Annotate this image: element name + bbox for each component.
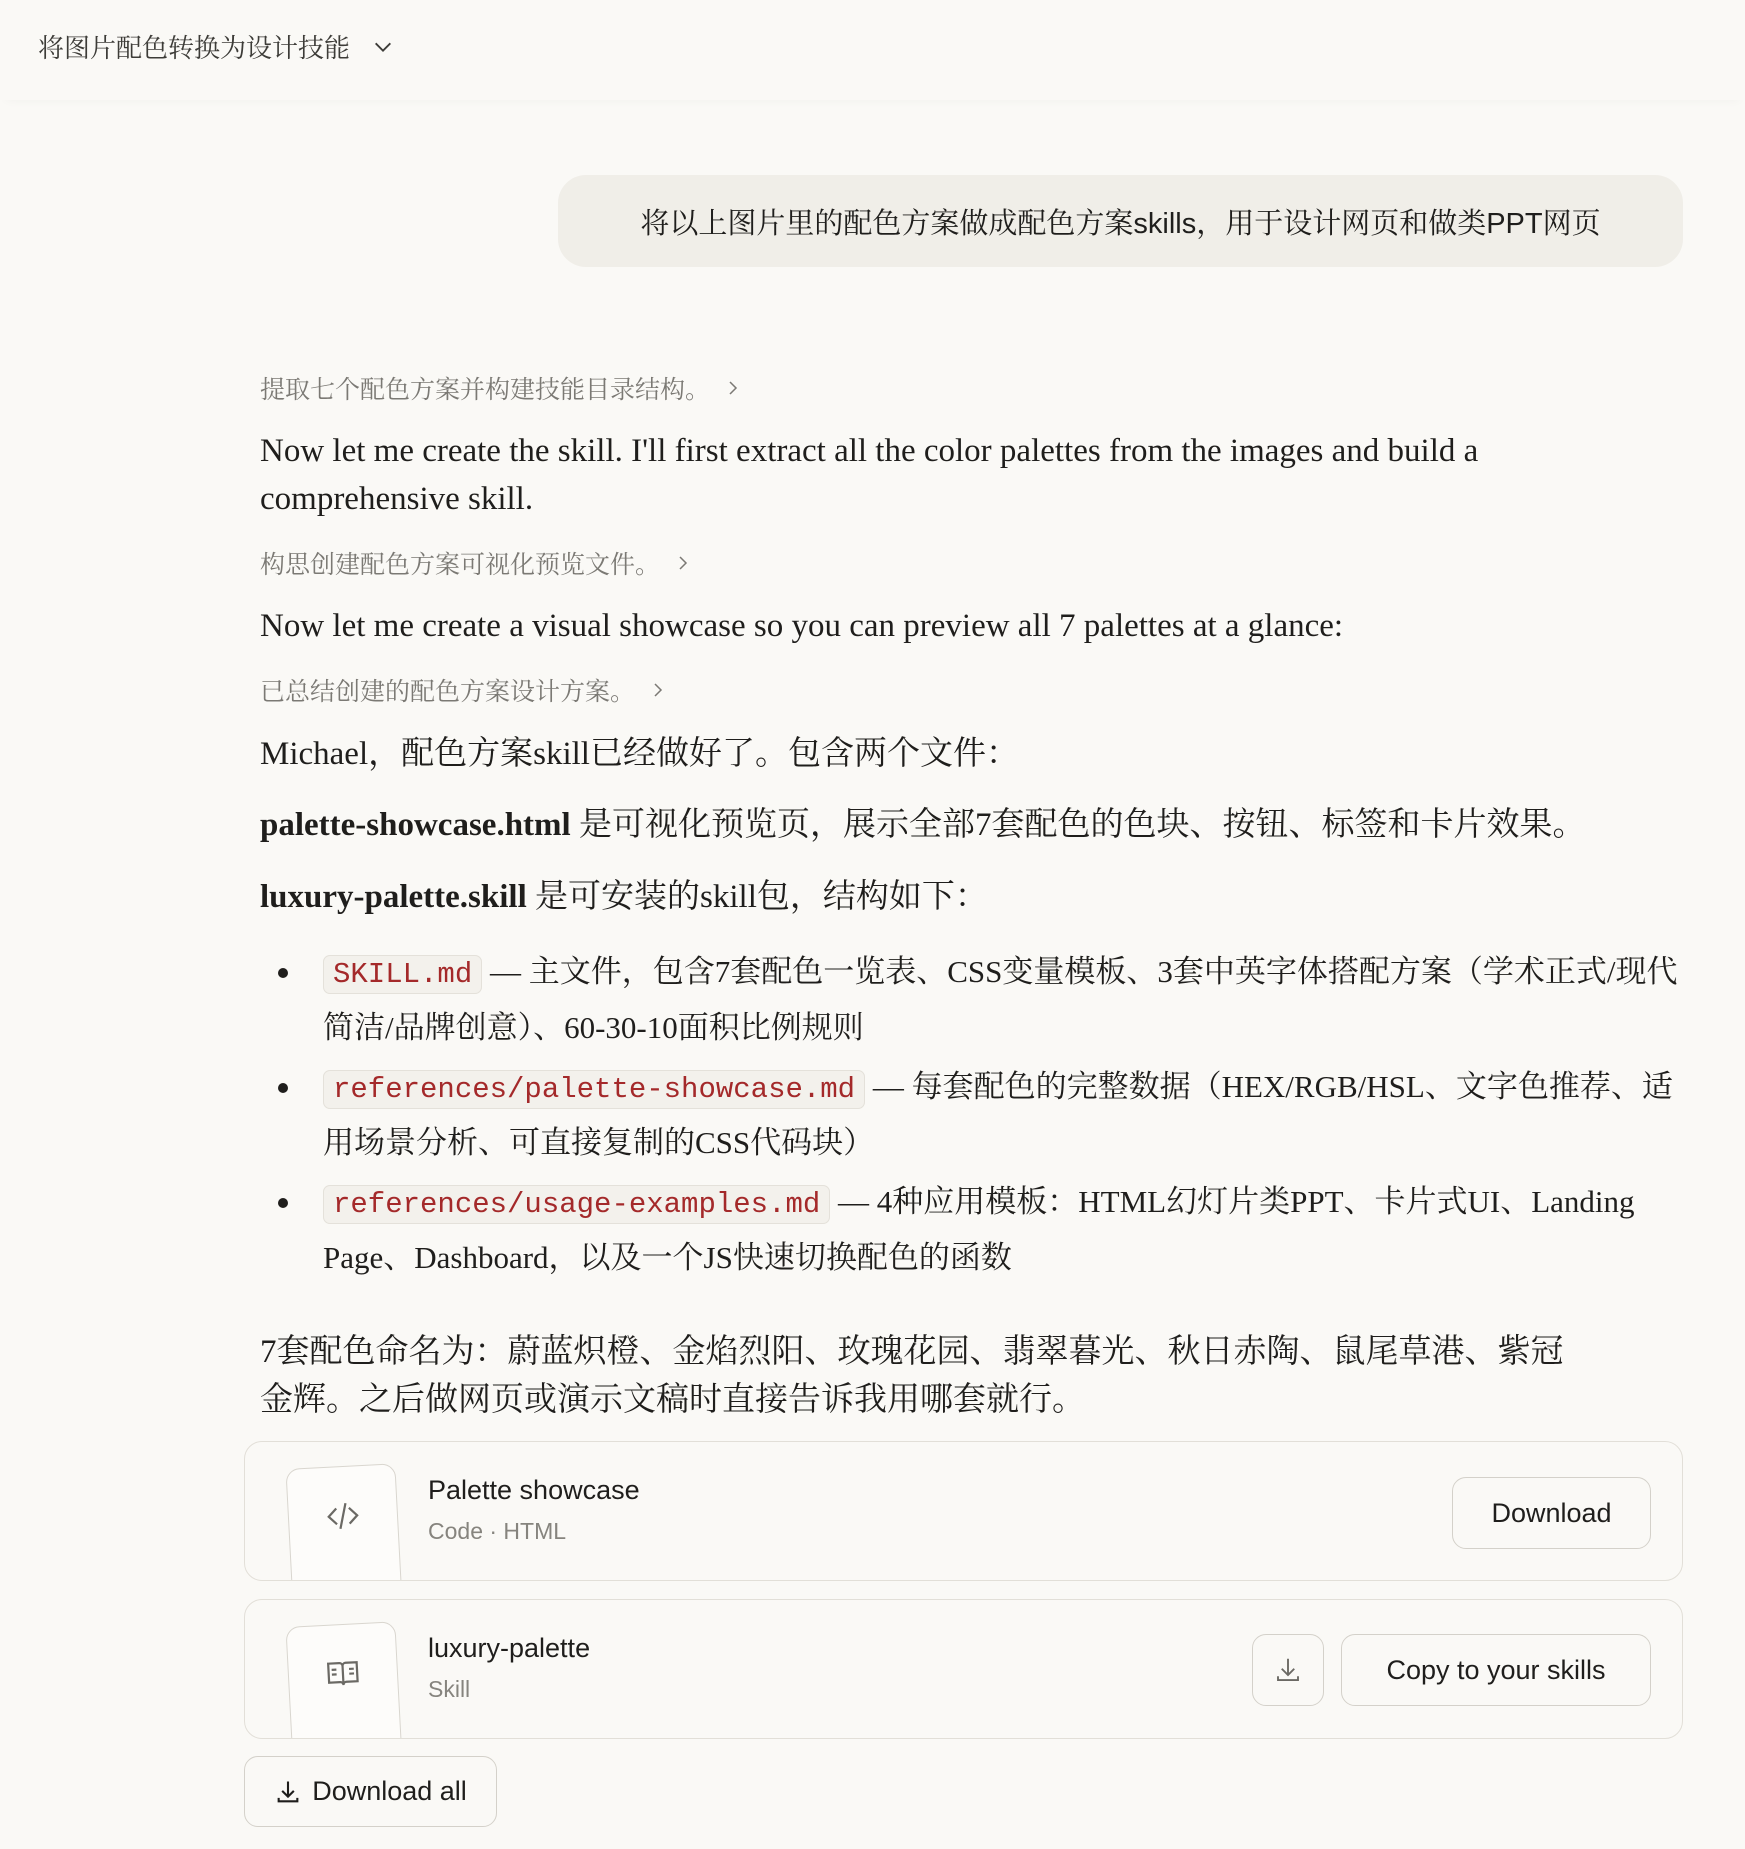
list-item-text: — 每套配色的完整数据（HEX/RGB/HSL、文字色推荐、适用场景分析、可直接复制的CSS代码块） bbox=[323, 1069, 1673, 1160]
assistant-paragraph: Now let me create a visual showcase so you can preview all 7 palettes at a glance: bbox=[260, 608, 1344, 644]
thinking-toggle-1[interactable] bbox=[260, 370, 742, 406]
copy-to-skills-button[interactable]: Copy to your skills bbox=[1341, 1634, 1651, 1706]
download-icon bbox=[274, 1778, 302, 1806]
file-card-luxury-palette[interactable] bbox=[244, 1599, 1683, 1739]
file-thumbnail bbox=[285, 1463, 402, 1581]
download-button[interactable]: Download bbox=[1452, 1477, 1651, 1549]
inline-code: SKILL.md bbox=[323, 955, 482, 994]
conversation-title: 将图片配色转换为设计技能 bbox=[38, 33, 351, 63]
download-all-button[interactable] bbox=[244, 1756, 497, 1827]
file-card-palette-showcase[interactable] bbox=[244, 1441, 1683, 1581]
list-item bbox=[260, 1175, 1680, 1284]
file-type: Code · HTML bbox=[428, 1518, 567, 1544]
thinking-summary: 提取七个配色方案并构建技能目录结构。 bbox=[260, 376, 711, 404]
code-icon bbox=[323, 1496, 363, 1536]
list-item bbox=[260, 945, 1680, 1054]
file-name: Palette showcase bbox=[428, 1475, 640, 1505]
user-message: 将以上图片里的配色方案做成配色方案skills，用于设计网页和做类PPT网页 bbox=[558, 175, 1683, 267]
thinking-toggle-3[interactable] bbox=[260, 672, 667, 708]
download-skill-button[interactable] bbox=[1252, 1634, 1324, 1706]
assistant-paragraph bbox=[260, 873, 1680, 921]
download-icon bbox=[1273, 1655, 1303, 1685]
thinking-summary: 构思创建配色方案可视化预览文件。 bbox=[260, 551, 661, 579]
paragraph-text: 是可安装的skill包，结构如下： bbox=[526, 879, 988, 915]
bullet bbox=[278, 1083, 288, 1093]
thinking-toggle-2[interactable] bbox=[260, 545, 692, 581]
assistant-paragraph bbox=[260, 801, 1680, 849]
bullet bbox=[278, 968, 288, 978]
chevron-down-icon bbox=[372, 36, 394, 58]
book-icon bbox=[323, 1654, 363, 1694]
file-name-bold: palette-showcase.html bbox=[260, 807, 571, 843]
assistant-paragraph: Now let me create the skill. I'll first extract all the color palettes from the images and build a comprehensive skill. bbox=[260, 433, 1479, 517]
chevron-right-icon bbox=[724, 379, 742, 397]
top-bar bbox=[0, 0, 1745, 100]
thinking-summary: 已总结创建的配色方案设计方案。 bbox=[260, 678, 636, 706]
bullet bbox=[278, 1198, 288, 1208]
inline-code: references/palette-showcase.md bbox=[323, 1070, 865, 1109]
list-item bbox=[260, 1060, 1680, 1169]
file-thumbnail bbox=[285, 1621, 402, 1739]
list-item-text: — 主文件，包含7套配色一览表、CSS变量模板、3套中英字体搭配方案（学术正式/现代简洁/品牌创意）、60-30-10面积比例规则 bbox=[323, 954, 1678, 1045]
inline-code: references/usage-examples.md bbox=[323, 1185, 830, 1224]
file-type: Skill bbox=[428, 1676, 471, 1702]
conversation-title-menu[interactable] bbox=[38, 28, 394, 65]
assistant-paragraph: 7套配色命名为：蔚蓝炽橙、金焰烈阳、玫瑰花园、翡翠暮光、秋日赤陶、鼠尾草港、紫冠金辉。之后做网页或演示文稿时直接告诉我用哪套就行。 bbox=[260, 1334, 1564, 1418]
list-item-text: — 4种应用模板：HTML幻灯片类PPT、卡片式UI、Landing Page、Dashboard，以及一个JS快速切换配色的函数 bbox=[323, 1184, 1635, 1275]
download-all-label: Download all bbox=[312, 1776, 467, 1806]
file-name: luxury-palette bbox=[428, 1633, 591, 1663]
chevron-right-icon bbox=[649, 681, 667, 699]
file-name-bold: luxury-palette.skill bbox=[260, 879, 527, 915]
chevron-right-icon bbox=[674, 554, 692, 572]
paragraph-text: 是可视化预览页，展示全部7套配色的色块、按钮、标签和卡片效果。 bbox=[570, 807, 1586, 843]
assistant-paragraph: Michael，配色方案skill已经做好了。包含两个文件： bbox=[260, 736, 1019, 772]
